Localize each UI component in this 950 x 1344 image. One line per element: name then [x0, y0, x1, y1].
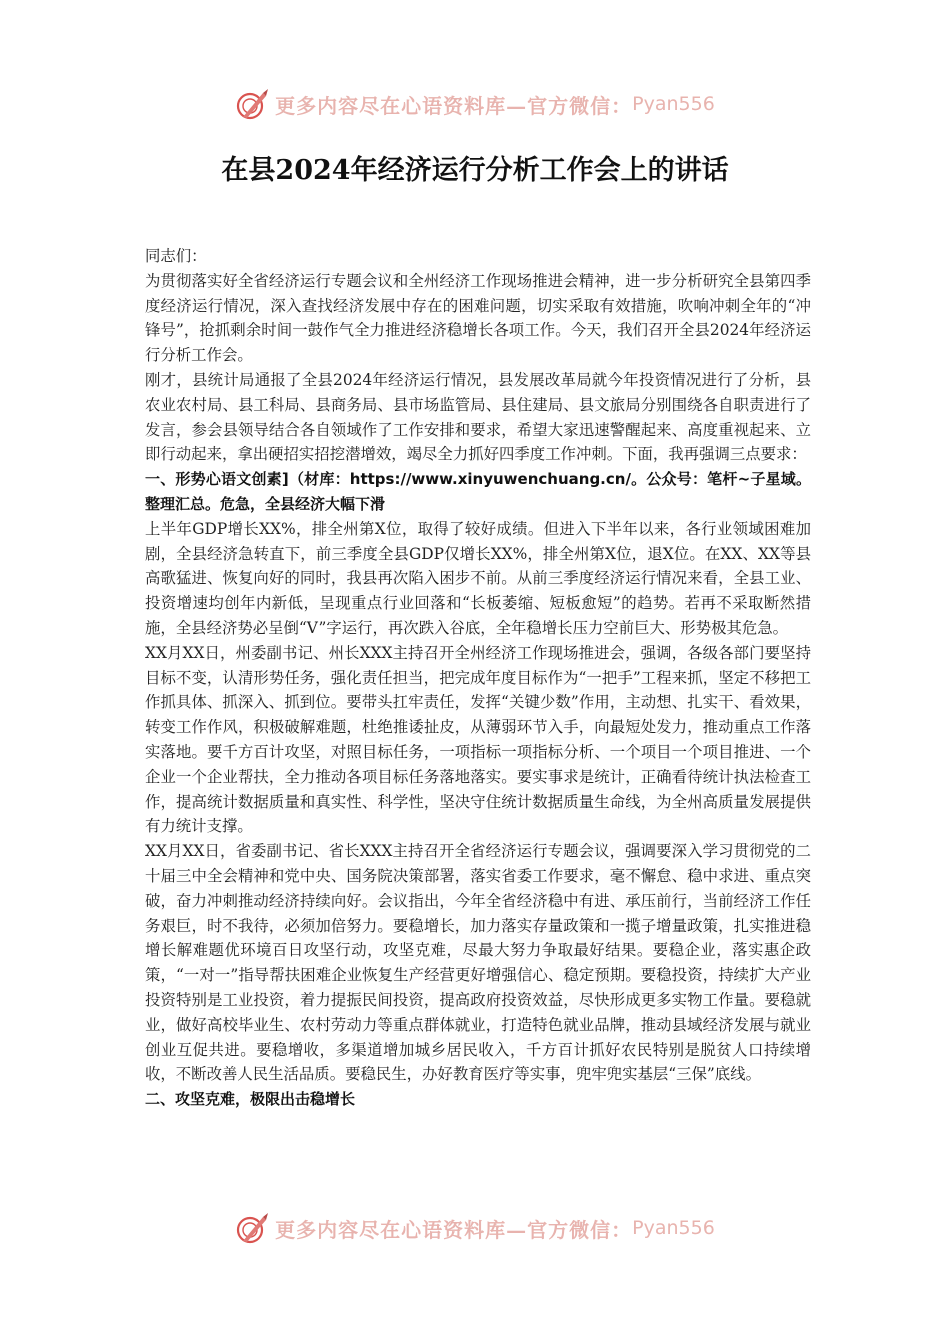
- watermark-text: 更多内容尽在心语资料库—官方微信：: [275, 93, 633, 118]
- paragraph-intro: 为贯彻落实好全省经济运行专题会议和全州经济工作现场推进会精神，进一步分析研究全县第四季度经济运行情况，深入查找经济发展中存在的困难问题，切实采取有效措施，吹响冲刺全年的“冲锋号”，抢抓剩余时间一鼓作气全力推进经济稳增长各项工作。今天，我们召开全县2024年经济运行分析工作会。: [145, 271, 811, 365]
- paragraph-province-meeting: XX月XX日，省委副书记、省长XXX主持召开全省经济运行专题会议，强调要深入学习贯彻党的二十届三中全会精神和党中央、国务院决策部署，落实省委工作要求，毫不懈怠、稳中求进、重点突破，奋力冲刺推动经济持续向好。会议指出，今年全省经济稳中有进、承压前行，当前经济工作任务艰巨，时不我待，必须加倍努力。要稳增长，加力落实存量政策和一揽子增量政策，扎实推进稳增长解难题优环境百日攻坚行动，攻坚克难，尽最大努力争取最好结果。要稳企业，落实惠企政策，“一对一”指导帮扶困难企业恢复生产经营更好增强信心、稳定预期。要稳投资，持续扩大产业投资特别是工业投资，着力提振民间投资，提高政府投资效益，尽快形成更多实物工作量。要稳就业，做好高校毕业生、农村劳动力等重点群体就业，打造特色就业品牌，推动县域经济发展与就业创业互促共进。要稳增收，多渠道增加城乡居民收入，千方百计抓好农民特别是脱贫人口持续增收，不断改善人民生活品质。要稳民生，办好教育医疗等实事，兜牢兜实基层“三保”底线。: [145, 842, 811, 1084]
- paragraph-prefecture-meeting: XX月XX日，州委副书记、州长XXX主持召开全州经济工作现场推进会，强调，各级各部门要坚持目标不变，认清形势任务，强化责任担当，把完成年度目标作为“一把手”工程来抓，坚定不移把工作抓具体、抓深入、抓到位。要带头扛牢责任，发挥“关键少数”作用，主动想、扎实干、看效果，转变工作作风，积极破解难题，杜绝推诿扯皮，从薄弱环节入手，向最短处发力，推动重点工作落实落地。要千方百计攻坚，对照目标任务，一项指标一项指标分析、一个项目一个项目推进、一个企业一个企业帮扶，全力推动各项目标任务落地落实。要实事求是统计，正确看待统计执法检查工作，提高统计数据质量和真实性、科学性，坚决守住统计数据质量生命线，为全州高质量发展提供有力统计支撑。: [145, 643, 811, 836]
- salutation: 同志们：: [145, 247, 207, 265]
- pen-logo-icon: [235, 87, 269, 121]
- pen-logo-icon: [235, 1211, 269, 1245]
- section-heading-1: 一、形势心语文创素]（材库：https://www.xinyuwenchuang.cn/。公众号：笔杆~子星域。整理汇总。危急，全县经济大幅下滑: [145, 470, 811, 513]
- watermark-banner-bottom: [0, 1208, 950, 1248]
- paragraph-situation: 上半年GDP增长XX%，排全州第X位，取得了较好成绩。但进入下半年以来，各行业领域困难加剧，全县经济急转直下，前三季度全县GDP仅增长XX%，排全州第X位，退X位。在XX、XX等县高歌猛进、恢复向好的同时，我县再次陷入困步不前。从前三季度经济运行情况来看，全县工业、投资增速均创年内新低，呈现重点行业回落和“长板萎缩、短板愈短”的趋势。若再不采取断然措施，全县经济势必呈倒“V”字运行，再次跌入谷底，全年稳增长压力空前巨大、形势极其危急。: [145, 519, 811, 637]
- document-body: [145, 244, 811, 1112]
- watermark-wechat-id: Pyan556: [632, 1217, 715, 1239]
- watermark-banner-top: [0, 84, 950, 124]
- page-title: 在县2024年经济运行分析工作会上的讲话: [221, 155, 729, 186]
- watermark-wechat-id: Pyan556: [632, 93, 715, 115]
- paragraph-review: 刚才，县统计局通报了全县2024年经济运行情况，县发展改革局就今年投资情况进行了分析，县农业农村局、县工科局、县商务局、县市场监管局、县住建局、县文旅局分别围绕各自职责进行了发言，参会县领导结合各自领域作了工作安排和要求，希望大家迅速警醒起来、高度重视起来、立即行动起来，拿出硬招实招挖潜增效，竭尽全力抓好四季度工作冲刺。下面，我再强调三点要求：: [145, 370, 811, 464]
- section-heading-2: 二、攻坚克难，极限出击稳增长: [145, 1090, 356, 1109]
- watermark-text: 更多内容尽在心语资料库—官方微信：: [275, 1217, 633, 1242]
